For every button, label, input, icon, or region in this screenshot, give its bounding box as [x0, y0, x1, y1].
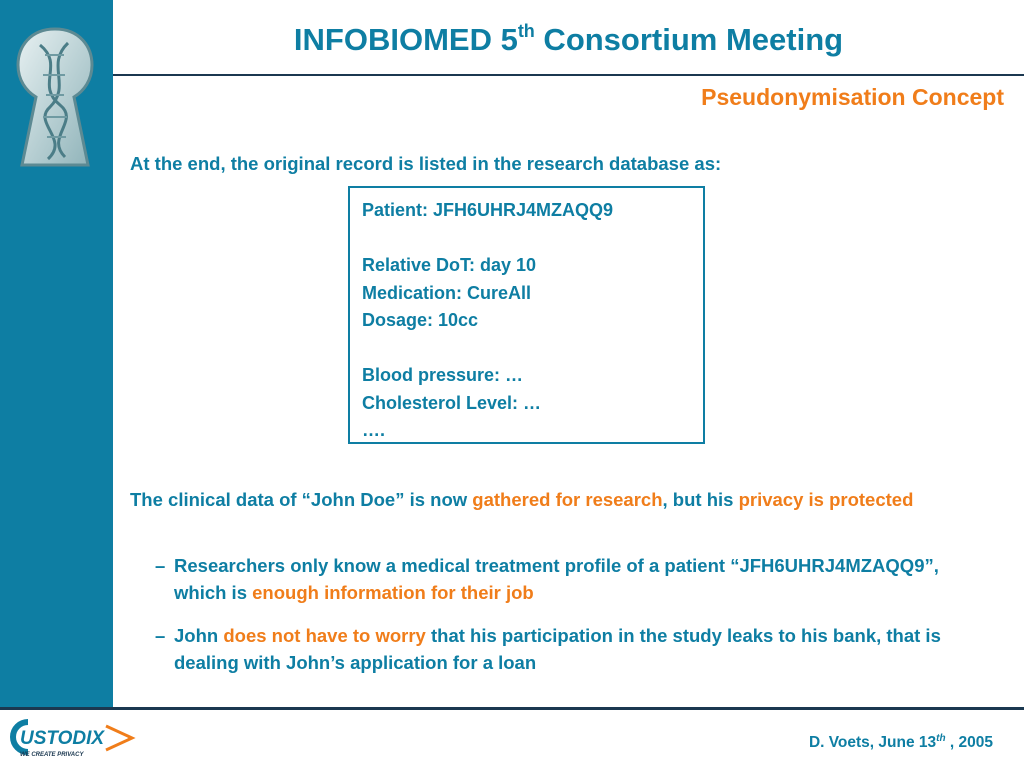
highlight-gathered: gathered for research	[472, 489, 663, 510]
footer-divider	[0, 707, 1024, 710]
record-patient: Patient: JFH6UHRJ4MZAQQ9	[362, 200, 614, 220]
record-blood-pressure: Blood pressure: …	[362, 365, 524, 385]
bullet-item: – John does not have to worry that his participation in the study leaks to his bank, that is dealing with John’s application for a loan	[155, 622, 995, 676]
highlight-privacy: privacy is protected	[738, 489, 914, 510]
record-dosage: Dosage: 10cc	[362, 310, 479, 330]
slide-subtitle: Pseudonymisation Concept	[701, 84, 1004, 110]
sidebar-band	[0, 0, 113, 707]
record-more: ….	[362, 420, 386, 440]
highlight-no-worry: does not have to worry	[223, 625, 426, 646]
slide-title: INFOBIOMED 5th Consortium Meeting	[293, 20, 844, 57]
bullet-dash: –	[155, 625, 166, 646]
svg-text:WE CREATE PRIVACY: WE CREATE PRIVACY	[20, 752, 84, 758]
record-cholesterol: Cholesterol Level: …	[362, 392, 542, 413]
bullet-dash: –	[155, 555, 166, 576]
intro-text: At the end, the original record is listed in the research database as:	[130, 153, 722, 174]
highlight-enough-info: enough information for their job	[252, 582, 534, 603]
date-superscript: th	[936, 733, 946, 744]
research-record-box	[348, 186, 705, 444]
record-medication: Medication: CureAll	[362, 282, 532, 303]
record-relative-dot: Relative DoT: day 10	[362, 255, 537, 275]
svg-text:USTODIX: USTODIX	[20, 728, 105, 749]
keyhole-dna-logo-icon	[10, 25, 100, 175]
custodix-logo	[6, 716, 136, 760]
title-superscript: th	[517, 20, 535, 41]
summary-paragraph: The clinical data of “John Doe” is now gathered for research, but his privacy is protected	[130, 489, 914, 510]
bullet-item: – Researchers only know a medical treatment profile of a patient “JFH6UHRJ4MZAQQ9”, which is enough information for their job	[155, 552, 995, 606]
footer-author-date: D. Voets, June 13th , 2005	[808, 733, 993, 752]
title-divider	[113, 74, 1024, 76]
